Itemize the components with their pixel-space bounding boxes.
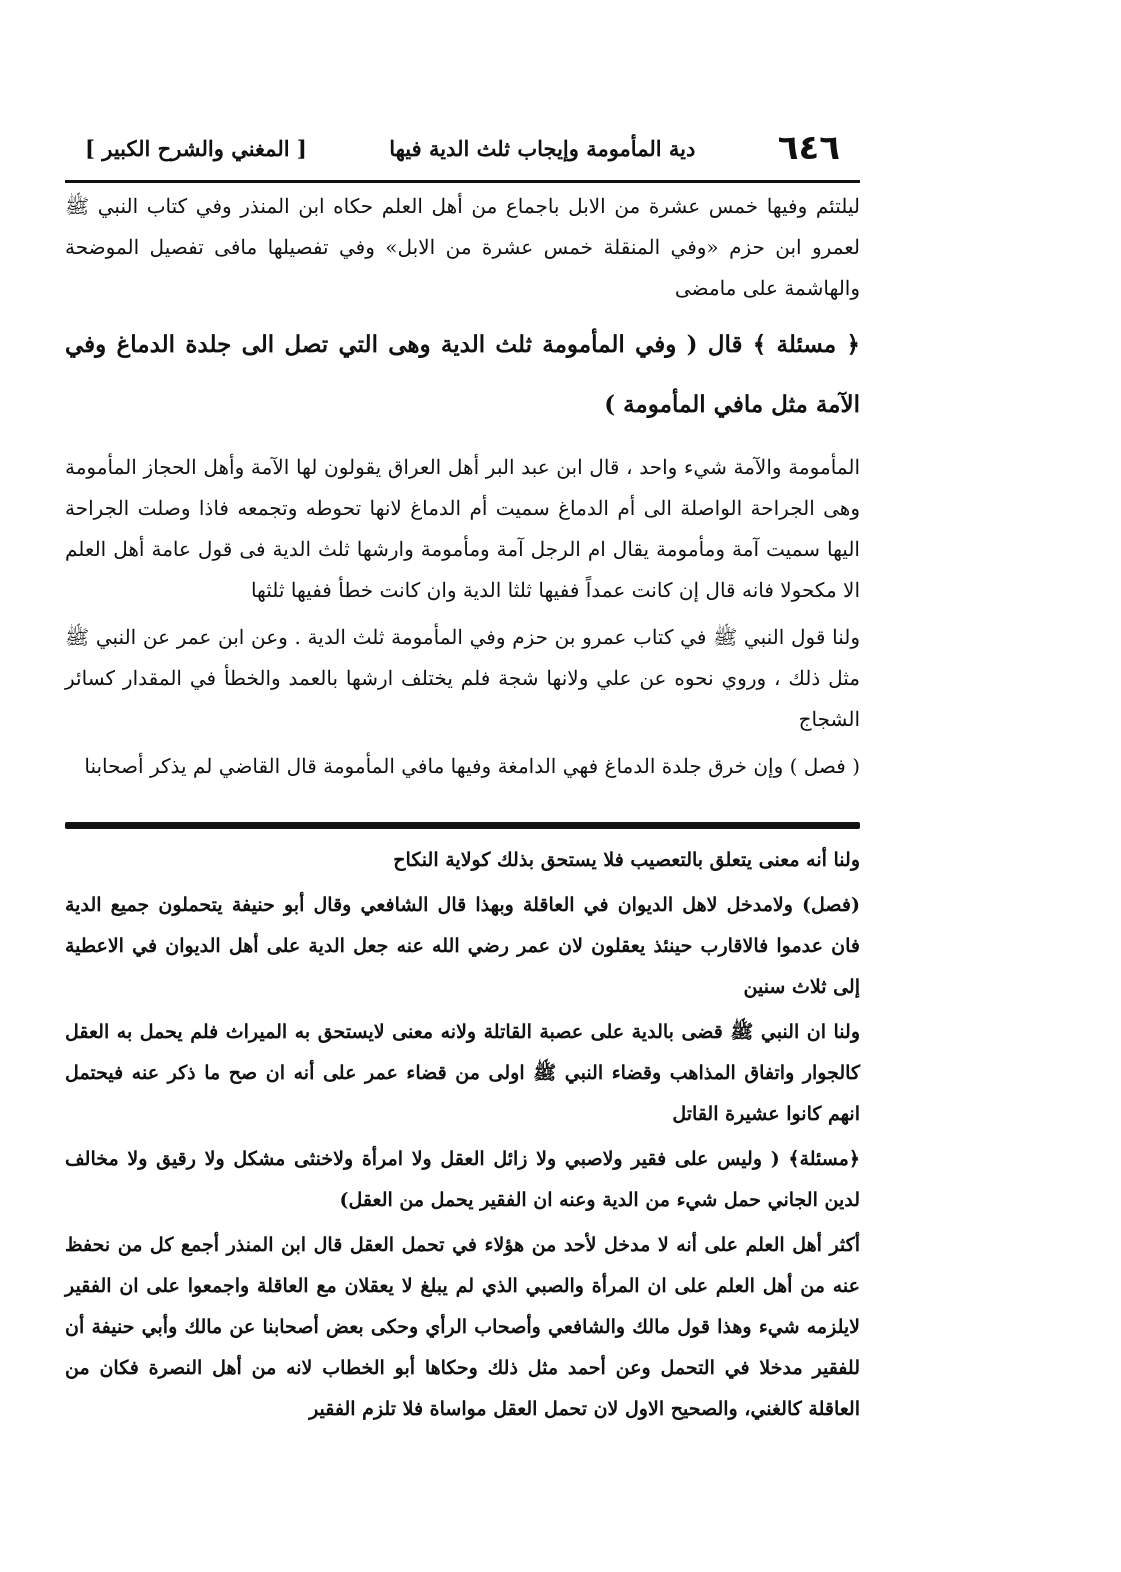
paragraph: ( فصل ) وإن خرق جلدة الدماغ فهي الدامغة وفيها مافي المأمومة قال القاضي لم يذكر أصحابنا [84, 754, 860, 778]
book-title: [ المغني والشرح الكبير ] [85, 135, 307, 161]
paragraph: (فصل) ولامدخل لاهل الديوان في العاقلة وبهذا قال الشافعي وقال أبو حنيفة يتحملون جميع الدية فان عدموا فالاقارب حينئذ يعقلون لان عمر رضي الله عنه جعل الدية على أهل الديوان في الاعطية إلى ثلاث سنين [65, 894, 860, 998]
paragraph: ﴿مسئلة﴾ ( وليس على فقير ولاصبي ولا زائل العقل ولا امرأة ولاخنثى مشكل ولا رقيق ولا مخالف لدين الجاني حمل شيء من الدية وعنه ان الفقير يحمل من العقل) [65, 1148, 860, 1211]
running-title: دية المأمومة وإيجاب ثلث الدية فيها [389, 135, 696, 161]
page-number: ٦٤٦ [777, 128, 840, 168]
paragraph: ليلتئم وفيها خمس عشرة من الابل باجماع من أهل العلم حكاه ابن المنذر وفي كتاب النبي ﷺ لعمرو ابن حزم «وفي المنقلة خمس عشرة من الابل» وفي تفصيلها مافى تفصيل الموضحة والهاشمة على مامضى [65, 194, 860, 300]
header-rule [65, 180, 860, 183]
upper-text-block [65, 186, 860, 793]
lower-text-block [65, 840, 860, 1434]
page-header [85, 118, 840, 178]
section-divider [65, 822, 860, 829]
paragraph: ولنا ان النبي ﷺ قضى بالدية على عصبة القاتلة ولانه معنى لايستحق به الميراث فلم يحمل به العقل كالجوار واتفاق المذاهب وقضاء النبي ﷺ اولى من قضاء عمر على أنه ان صح ما ذكر عنه فيحتمل انهم كانوا عشيرة القاتل [65, 1021, 860, 1125]
paragraph: ولنا قول النبي ﷺ في كتاب عمرو بن حزم وفي المأمومة ثلث الدية . وعن ابن عمر عن النبي ﷺ مثل ذلك ، وروي نحوه عن علي ولانها شجة فلم يختلف ارشها بالعمد والخطأ في المقدار كسائر الشجاج [65, 625, 860, 731]
paragraph: ولنا أنه معنى يتعلق بالتعصيب فلا يستحق بذلك كولاية النكاح [393, 849, 860, 871]
paragraph: المأمومة والآمة شيء واحد ، قال ابن عبد البر أهل العراق يقولون لها الآمة وأهل الحجاز المأمومة وهى الجراحة الواصلة الى أم الدماغ سميت أم الدماغ لانها تحوطه وتجمعه فاذا وصلت الجراحة اليها سميت آمة ومأمومة يقال ام الرجل آمة ومأمومة وارشها ثلث الدية فى قول عامة أهل العلم الا مكحولا فانه قال إن كانت عمداً ففيها ثلثا الدية وان كانت خطأ ففيها ثلثها [65, 455, 860, 602]
paragraph: أكثر أهل العلم على أنه لا مدخل لأحد من هؤلاء في تحمل العقل قال ابن المنذر أجمع كل من نحفظ عنه من أهل العلم على ان المرأة والصبي الذي لم يبلغ لا يعقلان مع العاقلة واجمعوا على ان الفقير لايلزمه شيء وهذا قول مالك والشافعي وأصحاب الرأي وحكى بعض أصحابنا عن مالك وأبي حنيفة أن للفقير مدخلا في التحمل وعن أحمد مثل ذلك وحكاها أبو الخطاب لانه من أهل النصرة فكان من العاقلة كالغني، والصحيح الاول لان تحمل العقل مواساة فلا تلزم الفقير [65, 1234, 860, 1420]
issue-heading: ﴿ مسئلة ﴾ قال ( وفي المأمومة ثلث الدية وهى التي تصل الى جلدة الدماغ وفي الآمة مثل مافي المأمومة ) [65, 331, 860, 418]
